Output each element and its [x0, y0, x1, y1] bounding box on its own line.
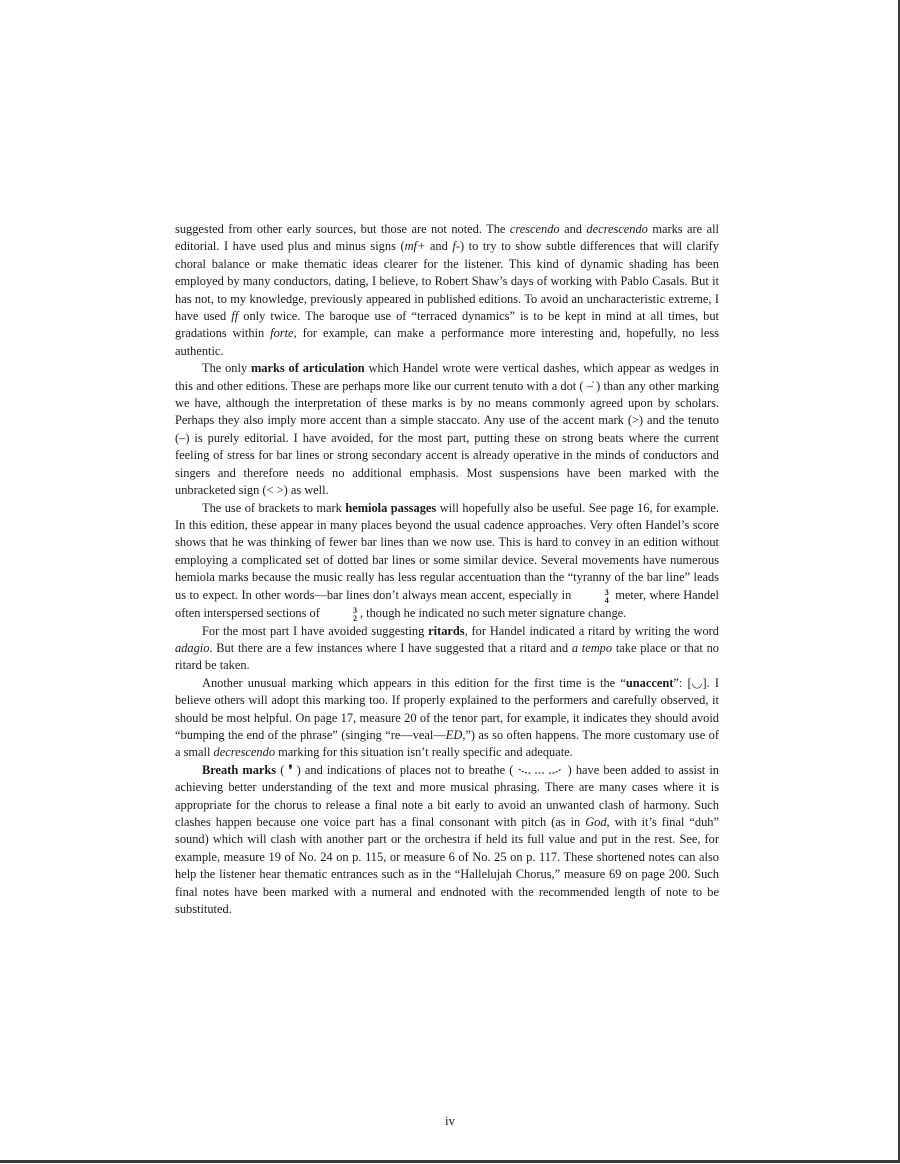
breath-mark-symbol: ❜ — [288, 762, 293, 777]
italic-term: God — [585, 815, 607, 829]
paragraph-breath-marks — [175, 762, 719, 919]
text-run: and — [559, 222, 587, 236]
tenuto-dot-symbol: –̇ — [586, 378, 593, 393]
bold-term: hemiola passages — [345, 500, 437, 515]
time-sig-top: 3 — [604, 587, 609, 597]
italic-term: crescendo — [509, 222, 560, 236]
no-breath-tie-icon — [517, 766, 563, 776]
italic-term: decrescendo — [213, 745, 276, 760]
dynamic-mark: f- — [452, 239, 460, 254]
dynamic-mark: mf+ — [404, 239, 426, 254]
text-run: only twice. The baroque use of “terraced dynamics” is to be kept in mind at all times, but gradations within — [175, 309, 719, 341]
italic-term: ED — [445, 727, 463, 742]
time-sig-top: 3 — [352, 605, 357, 615]
text-run: , though he indicated no such meter signature change. — [359, 605, 627, 620]
italic-term: forte — [270, 326, 294, 341]
text-run: ]. I believe others will adopt this marking too. If properly explained to the performers and carefully observed, it should be most helpful. On page 17, measure 20 of the tenor part, for example, it indicates they should avoid “bumping the end of the phrase” (singing “re—veal— — [175, 675, 719, 742]
text-run: ) than any other marking we have, although the interpretation of these marks is by no means commonly agreed upon by scholars. Perhaps they also imply more accent than a simple staccato. Any use of the accent mark (>) and the tenuto (–) is purely editorial. I have avoided, for the most part, putting these on strong beats where the current feeling of stress for bar lines or strong secondary accent is already operative in the minds of conductors and singers and therefore needs no additional emphasis. Most suspensions have been marked with the unbracketed sign (< >) as well. — [175, 378, 720, 498]
text-run: and — [425, 239, 453, 254]
time-sig-bottom: 2 — [352, 613, 357, 623]
text-run: marking for this situation isn’t really specific and adequate. — [275, 745, 573, 760]
text-run: meter, where Handel often interspersed sections of — [175, 587, 719, 620]
time-signature-3-4 — [578, 589, 609, 605]
bold-term: unaccent — [625, 675, 674, 690]
paragraph-ritards — [175, 623, 719, 675]
text-run: take place or that no ritard be taken. — [175, 640, 719, 673]
unaccent-symbol: ◡ — [691, 675, 703, 690]
text-run: The only — [202, 361, 251, 376]
time-signature-3-2 — [326, 607, 357, 623]
bold-term: Breath marks — [202, 762, 277, 777]
text-run: suggested from other early sources, but those are not noted. The — [175, 222, 510, 236]
time-sig-bottom: 4 — [604, 595, 609, 605]
text-run: ) have been added to assist in achieving better understanding of the text and more musical phrasing. There are many cases where it is appropriate for the chorus to release a final note a bit early to avoid an unwanted clash of harmony. Such clashes happen because one voice part has a final consonant with pitch (as in — [175, 762, 719, 829]
text-run: , for example, can make a performance more interesting and, hopefully, no less authentic. — [175, 326, 719, 358]
italic-term: a tempo — [571, 640, 613, 655]
dynamic-mark: ff — [231, 309, 239, 324]
body-text — [175, 221, 719, 918]
bold-term: marks of articulation — [250, 361, 365, 376]
text-run: ,”) as so often happens. The more customary use of a small — [175, 727, 719, 760]
text-run: ”: [ — [673, 675, 692, 690]
italic-term: decrescendo — [586, 222, 648, 236]
text-run: The use of brackets to mark — [202, 500, 346, 515]
text-run: ) to try to show subtle differences that will clarify choral balance or make thematic ideas clearer for the listener. This kind of dynamic shading has been employed by many conductors, dating, I believe, to Robert Shaw’s days of working with Pablo Casals. But it has not, to my knowledge, previously appeared in published editions. To avoid an uncharacteristic extreme, I have used — [175, 239, 719, 324]
text-run: , for Handel indicated a ritard by writing the word — [464, 623, 719, 638]
page-number: iv — [444, 1113, 456, 1128]
text-run: marks are all editorial. I have used plus and minus signs ( — [175, 222, 719, 254]
bold-term: ritards — [428, 623, 465, 638]
italic-term: adagio — [175, 640, 210, 655]
text-run: will hopefully also be useful. See page 16, for example. In this edition, these appear in many places beyond the usual cadence approaches. Very often Handel’s score shows that he was thinking of fewer bar lines than we now use. This is hard to convey in an edition without employing a complicated set of dotted bar lines or some similar device. Several movements have numerous hemiola marks because the music really has less regular accentuation than the “tyranny of the bar line” leads us to expect. In other words—bar lines don’t always mean accent, especially in — [175, 500, 719, 602]
paragraph-unaccent — [175, 675, 719, 762]
text-run: Another unusual marking which appears in this edition for the first time is the “ — [202, 675, 626, 690]
text-run: ) and indications of places not to breathe ( — [292, 762, 518, 777]
text-run: ( — [276, 762, 289, 777]
paragraph-dynamics — [175, 221, 719, 360]
text-run: which Handel wrote were vertical dashes, which appear as wedges in this and other editions. These are perhaps more like our current tenuto with a dot ( — [175, 361, 719, 393]
text-run: . But there are a few instances where I have suggested that a ritard and — [209, 640, 572, 655]
paragraph-articulation — [175, 360, 719, 499]
text-run: , with it’s final “duh” sound) which will clash with another part or the orchestra if held its full value and put in the rest. See, for example, measure 19 of No. 24 on p. 115, or measure 6 of No. 25 on p. 117. These shortened notes can also help the listener hear thematic entrances such as in the “Hallelujah Chorus,” measure 69 on page 200. Such final notes have been marked with a numeral and endnoted with the recommended length of note to be substituted. — [175, 815, 719, 917]
paragraph-hemiola — [175, 500, 719, 623]
text-run: For the most part I have avoided suggesting — [202, 623, 429, 638]
